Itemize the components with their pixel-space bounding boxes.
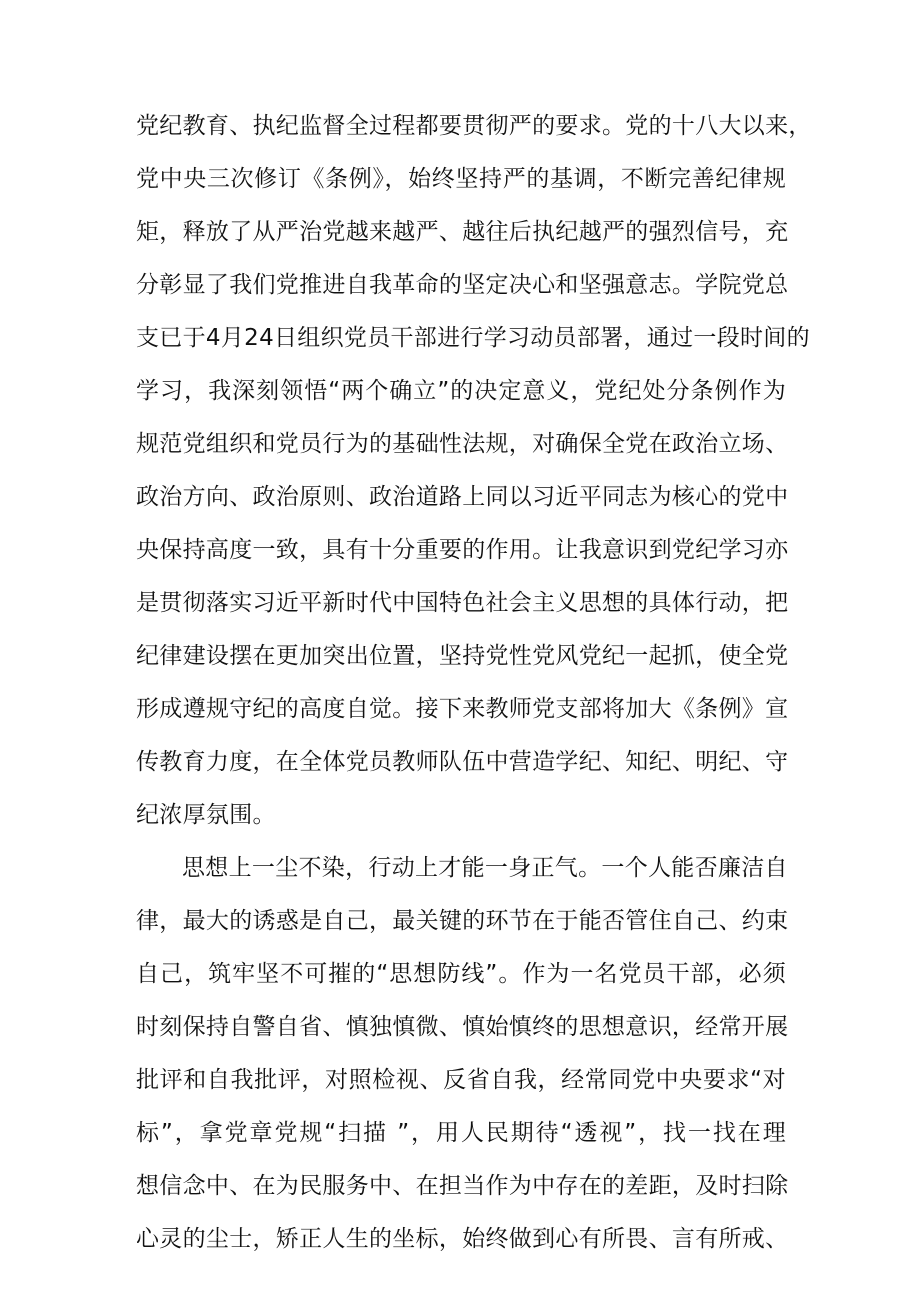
text-line: 纪律建设摆在更加突出位置，坚持党性党风党纪一起抓，使全党 — [136, 643, 789, 669]
text-line: 央保持高度一致，具有十分重要的作用。让我意识到党纪学习亦 — [136, 537, 789, 563]
text-line: 批评和自我批评，对照检视、反省自我，经常同党中央要求“对 — [136, 1067, 786, 1093]
text-line: 传教育力度，在全体党员教师队伍中营造学纪、知纪、明纪、守 — [136, 749, 789, 775]
text-line: 标”，拿党章党规“扫描 ”，用人民期待“透视”，找一找在理 — [136, 1120, 786, 1146]
text-line: 党中央三次修订《条例》，始终坚持严的基调，不断完善纪律规 — [136, 166, 786, 192]
text-line: 心灵的尘士，矫正人生的坐标，始终做到心有所畏、言有所戒、 — [136, 1226, 789, 1252]
text-line: 规范党组织和党员行为的基础性法规，对确保全党在政治立场、 — [136, 431, 789, 457]
text-line: 分彰显了我们党推进自我革命的坚定决心和坚强意志。学院党总 — [136, 272, 789, 298]
paragraph-2 — [136, 842, 789, 1266]
document-body — [136, 100, 812, 1266]
text-line: 政治方向、政治原则、政治道路上同以习近平同志为核心的党中 — [136, 484, 789, 510]
text-line: 思想上一尘不染，行动上才能一身正气。一个人能否廉洁自 — [182, 855, 788, 881]
text-line: 矩，释放了从严治党越来越严、越往后执纪越严的强烈信号，充 — [136, 219, 789, 245]
text-line: 形成遵规守纪的高度自觉。接下来教师党支部将加大《条例》宣 — [136, 696, 789, 722]
text-line: 想信念中、在为民服务中、在担当作为中存在的差距，及时扫除 — [136, 1173, 789, 1199]
text-line: 支已于4月24日组织党员干部进行学习动员部署，通过一段时间的 — [136, 325, 810, 351]
text-line: 律，最大的诱惑是自己，最关键的环节在于能否管住自己、约束 — [136, 908, 789, 934]
text-line: 是贯彻落实习近平新时代中国特色社会主义思想的具体行动，把 — [136, 590, 789, 616]
text-line: 纪浓厚氛围。 — [136, 802, 276, 828]
text-line: 自己，筑牢坚不可摧的“思想防线”。作为一名党员干部，必须 — [136, 961, 786, 987]
text-line: 党纪教育、执纪监督全过程都要贯彻严的要求。党的十八大以来， — [136, 113, 812, 139]
text-line: 学习，我深刻领悟“两个确立”的决定意义，党纪处分条例作为 — [136, 378, 786, 404]
paragraph-1 — [136, 100, 812, 842]
text-line: 时刻保持自警自省、慎独慎微、慎始慎终的思想意识，经常开展 — [136, 1014, 789, 1040]
